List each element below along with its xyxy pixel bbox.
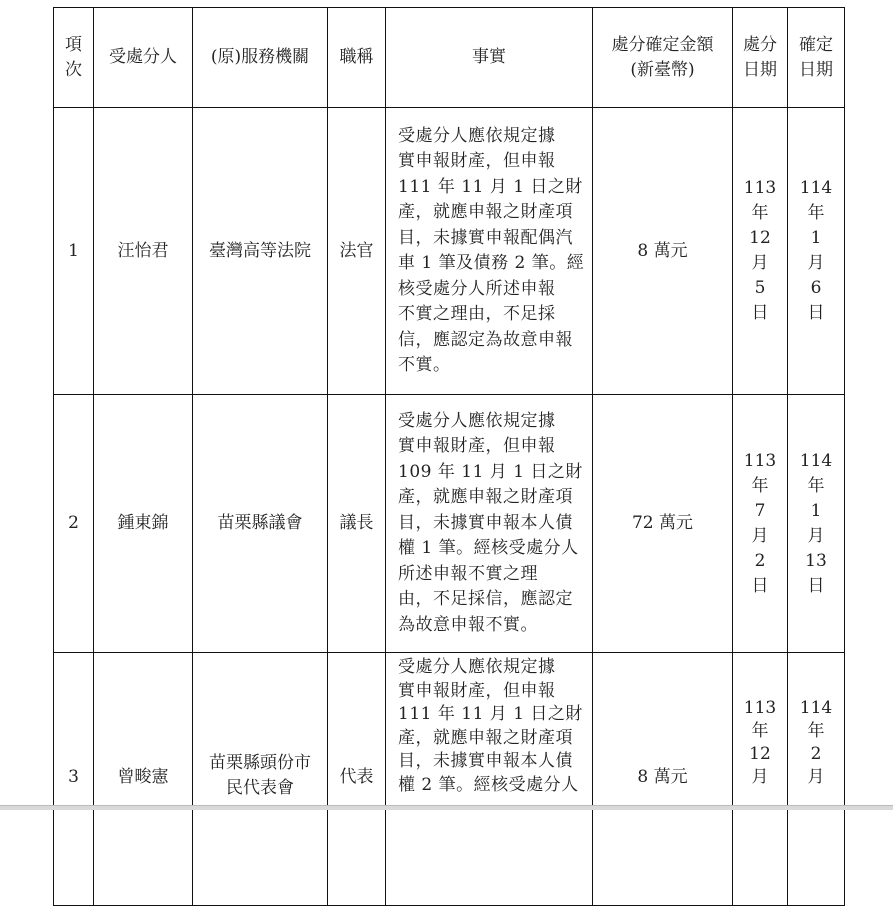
facts-line: 受處分人應依規定據 (398, 410, 556, 431)
final-date-cell (788, 395, 845, 653)
header-agency: (原)服務機關 (193, 8, 328, 108)
facts-line: 目，未據實申報配偶汽 (398, 227, 573, 248)
facts-line: 111 年 11 月 1 日之財 (398, 704, 583, 724)
person-cell: 鍾東錦 (94, 395, 193, 653)
facts-line: 核受處分人所述申報 (398, 278, 556, 299)
facts-line: 目，未據實申報本人債 (398, 751, 573, 771)
final-date-line: 月 (807, 525, 825, 546)
final-date-line: 1 (810, 500, 822, 521)
facts-line: 為故意申報不實。 (398, 614, 538, 635)
amount-cell: 8 萬元 (593, 108, 733, 395)
header-person: 受處分人 (94, 8, 193, 108)
facts-line: 不實。 (398, 355, 451, 375)
header-final-date: 確定 日期 (788, 8, 845, 108)
facts-line: 信，應認定為故意申報 (398, 329, 573, 350)
title-cell: 議長 (328, 395, 386, 653)
header-title: 職稱 (328, 8, 386, 108)
penalty-date-cell (733, 108, 788, 395)
penalty-date-line: 日 (751, 303, 769, 323)
penalty-date-line: 年 (751, 721, 769, 741)
facts-line: 109 年 11 月 1 日之財 (398, 461, 583, 482)
item-no-cell: 2 (54, 395, 94, 653)
final-date-line: 日 (807, 575, 825, 596)
table-row (54, 653, 845, 906)
facts-line: 權 2 筆。經核受處分人 (398, 774, 579, 795)
facts-line: 產，就應申報之財產項 (398, 487, 573, 508)
penalty-date-line: 日 (751, 575, 769, 596)
facts-line: 實申報財產，但申報 (398, 680, 556, 701)
title-cell: 代表 (328, 653, 386, 906)
facts-line: 車 1 筆及債務 2 筆。經 (398, 253, 585, 273)
title-cell: 法官 (328, 108, 386, 395)
agency-line: 臺灣高等法院 (209, 240, 311, 261)
agency-line: 苗栗縣議會 (217, 513, 303, 533)
final-date-line: 年 (807, 203, 825, 223)
person-cell: 汪怡君 (94, 108, 193, 395)
penalty-date-line: 2 (754, 550, 766, 571)
penalty-date-line: 113 (743, 178, 777, 198)
penalty-date-line: 113 (743, 450, 777, 471)
facts-line: 目，未據實申報本人債 (398, 512, 573, 533)
final-date-line: 日 (807, 303, 825, 323)
penalty-date-line: 12 (749, 744, 771, 764)
facts-line: 由，不足採信，應認定 (398, 589, 573, 610)
penalty-date-cell (733, 395, 788, 653)
facts-cell (386, 653, 593, 906)
final-date-line: 1 (810, 228, 822, 248)
header-amount: 處分確定金額 (新臺幣) (593, 8, 733, 108)
facts-line: 受處分人應依規定據 (398, 125, 556, 146)
header-penalty-date: 處分 日期 (733, 8, 788, 108)
penalty-date-cell (733, 653, 788, 906)
agency-line: 苗栗縣頭份市 (209, 753, 311, 773)
penalty-date-line: 月 (751, 525, 769, 546)
amount-cell: 8 萬元 (593, 653, 733, 906)
penalty-date-line: 5 (754, 278, 766, 298)
agency-line: 民代表會 (226, 778, 294, 798)
final-date-line: 年 (807, 721, 825, 741)
final-date-line: 6 (810, 278, 822, 298)
final-date-line: 13 (805, 550, 827, 571)
final-date-line: 114 (799, 450, 833, 471)
final-date-line: 月 (807, 767, 825, 787)
facts-line: 實申報財產，但申報 (398, 151, 556, 171)
amount-cell: 72 萬元 (593, 395, 733, 653)
agency-cell (193, 395, 328, 653)
facts-cell (386, 395, 593, 653)
facts-line: 實申報財產，但申報 (398, 436, 556, 457)
facts-line: 產，就應申報之財產項 (398, 202, 573, 222)
final-date-cell (788, 108, 845, 395)
table-row (54, 108, 845, 395)
facts-line: 111 年 11 月 1 日之財 (398, 176, 583, 197)
facts-line: 產，就應申報之財產項 (398, 727, 573, 748)
agency-cell (193, 108, 328, 395)
facts-line: 受處分人應依規定據 (398, 657, 556, 677)
final-date-line: 年 (807, 475, 825, 496)
final-date-cell (788, 653, 845, 906)
facts-cell (386, 108, 593, 395)
facts-line: 所述申報不實之理 (398, 563, 538, 584)
agency-cell (193, 653, 328, 906)
penalty-date-line: 12 (749, 228, 771, 248)
final-date-line: 月 (807, 253, 825, 273)
final-date-line: 114 (799, 178, 833, 198)
header-row (54, 8, 845, 108)
penalty-date-line: 月 (751, 253, 769, 273)
item-no-cell: 3 (54, 653, 94, 906)
penalty-date-line: 7 (754, 500, 766, 521)
facts-line: 不實之理由，不足採 (398, 304, 556, 324)
penalty-date-line: 年 (751, 475, 769, 496)
header-facts: 事實 (386, 8, 593, 108)
item-no-cell: 1 (54, 108, 94, 395)
person-cell: 曾畯憲 (94, 653, 193, 906)
sanctions-table (53, 7, 845, 906)
header-item-no: 項 次 (54, 8, 94, 108)
penalty-date-line: 月 (751, 767, 769, 787)
page-bottom-edge (0, 805, 893, 810)
penalty-date-line: 年 (751, 203, 769, 223)
final-date-line: 2 (810, 744, 822, 764)
table-row (54, 395, 845, 653)
facts-line: 權 1 筆。經核受處分人 (398, 538, 579, 559)
final-date-line: 114 (799, 698, 833, 718)
penalty-date-line: 113 (743, 698, 777, 718)
